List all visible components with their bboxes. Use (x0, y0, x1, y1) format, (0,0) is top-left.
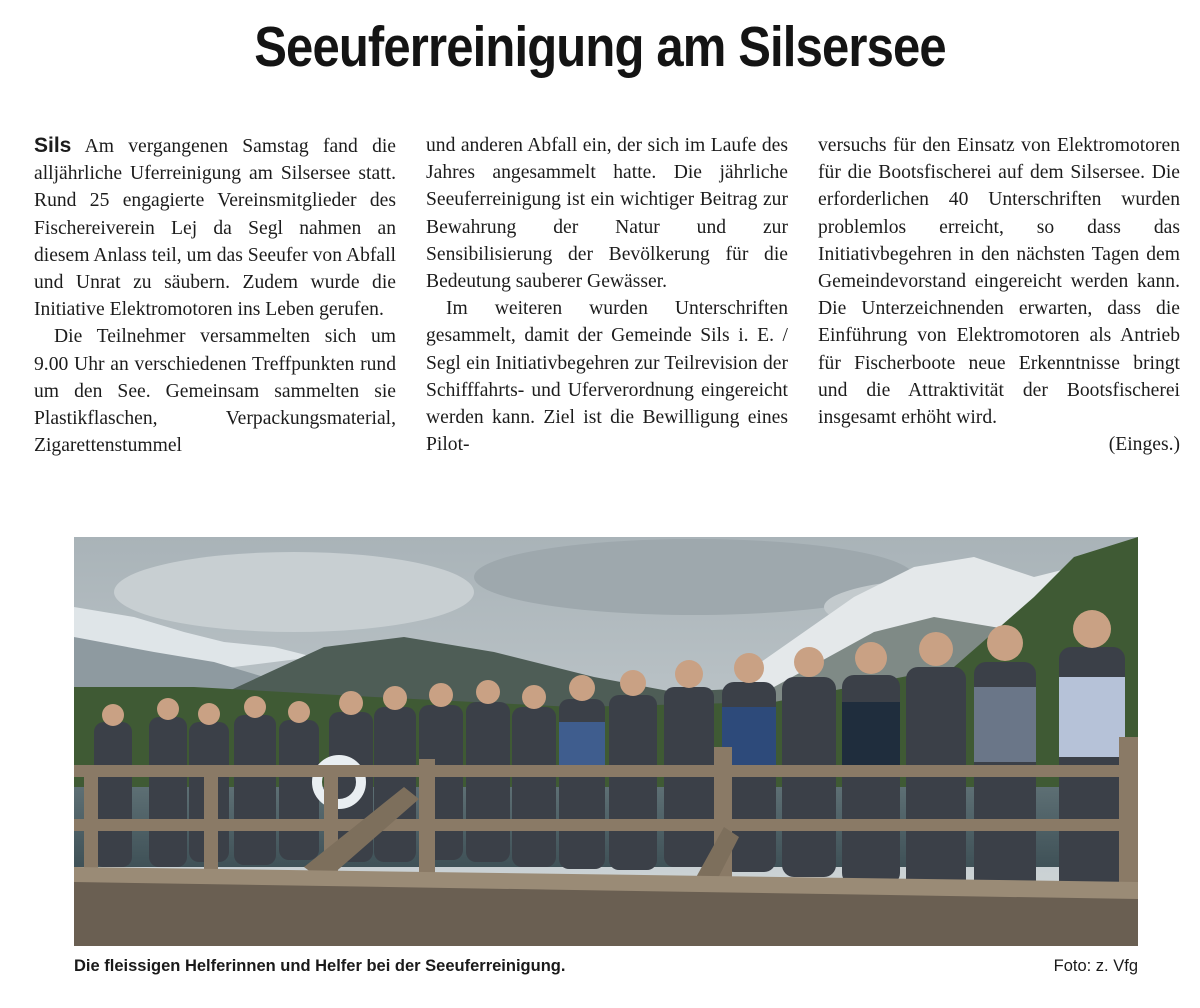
signoff-line (818, 431, 1180, 458)
article-paragraph: versuchs für den Einsatz von Elektromotoren für die Bootsfischerei auf dem Silsersee. Die erforderlichen 40 Unterschriften wurden problemlos erreicht, so dass das Initiativbegehren in den nächsten Tagen dem Gemeindevorstand eingereicht werden kann. Die Unterzeichnenden erwarten, dass die Einführung von Elektromotoren als Antrieb für Fischerboote neue Erkenntnisse bringt und die Attraktivität der Bootsfischerei insgesamt erhöht wird. (818, 135, 1180, 429)
paragraph-text: Am vergangenen Samstag fand die alljährliche Uferreinigung am Silsersee statt. Rund 25 engagierte Vereinsmitglieder des Fischereiverein Lej da Segl nahmen an diesem Anlass teil, um das Seeufer von Abfall und Unrat zu säubern. Zudem wurde die Initiative Elektromotoren ins Leben gerufen. (34, 136, 397, 321)
signoff: (Einges.) (1108, 434, 1180, 456)
article-column-3 (818, 132, 1180, 459)
photo-caption: Die fleissigen Helferinnen und Helfer bei der Seeuferreinigung. (74, 957, 566, 975)
article-paragraph: und anderen Abfall ein, der sich im Laufe des Jahres angesammelt hatte. Die jährliche Seeuferreinigung ist ein wichtiger Beitrag zur Bewahrung der Natur und zur Sensibilisierung der Bevölkerung für die Bedeutung sauberer Gewässer. (426, 135, 788, 293)
article-paragraph (34, 132, 396, 323)
article-paragraph: Im weiteren wurden Unterschriften gesammelt, damit der Gemeinde Sils i. E. / Segl ein Initiativbegehren zur Teilrevision der Schifffahrts- und Uferverordnung eingereicht werden kann. Ziel ist die Bewilligung eines Pilot- (426, 298, 788, 456)
cloud (114, 552, 474, 632)
group-photo (74, 537, 1138, 946)
dateline: Sils (34, 134, 72, 157)
article-body (34, 132, 1180, 459)
article-column-2 (426, 132, 788, 459)
photo-credit: Foto: z. Vfg (1053, 957, 1138, 975)
article-paragraph: Die Teilnehmer versammelten sich um 9.00 Uhr an verschiedenen Treffpunkten rund um den See. Gemeinsam sammelten sie Plastikflaschen, Verpackungsmaterial, Zigarettenstummel (34, 326, 396, 457)
headline: Seeuferreinigung am Silsersee (254, 15, 946, 79)
article-column-1 (34, 132, 396, 459)
